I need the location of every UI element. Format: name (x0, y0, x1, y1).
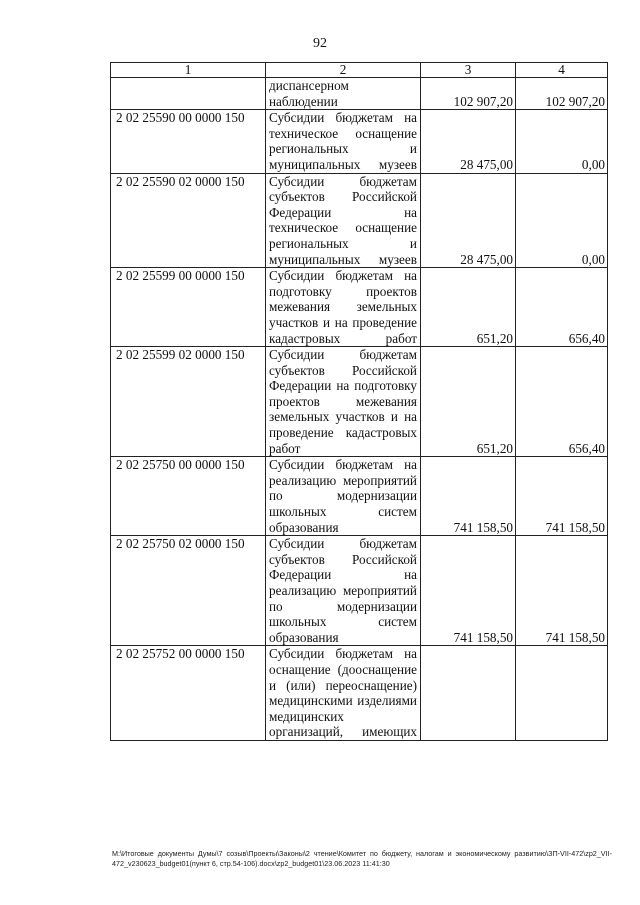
row-value-col3: 102 907,20 (421, 78, 516, 110)
row-name: Субсидии бюджетам субъектов Российской Федерации на подготовку проектов межевания земельных участков и на проведение кадастровых работ (266, 347, 421, 457)
header-col-1: 1 (111, 63, 266, 78)
row-code (111, 78, 266, 110)
row-value-col4 (516, 646, 608, 741)
header-col-3: 3 (421, 63, 516, 78)
row-value-col4: 102 907,20 (516, 78, 608, 110)
table-row (111, 347, 608, 457)
header-col-4: 4 (516, 63, 608, 78)
row-name: Субсидии бюджетам на подготовку проектов межевания земельных участков и на проведение кадастровых работ (266, 268, 421, 347)
row-value-col4: 741 158,50 (516, 536, 608, 646)
table-row (111, 78, 608, 110)
row-name: Субсидии бюджетам субъектов Российской Федерации на реализацию мероприятий по модернизации школьных систем образования (266, 536, 421, 646)
row-value-col4: 656,40 (516, 268, 608, 347)
row-name: Субсидии бюджетам на реализацию мероприятий по модернизации школьных систем образования (266, 457, 421, 536)
row-value-col3: 651,20 (421, 268, 516, 347)
row-value-col3: 741 158,50 (421, 536, 516, 646)
row-value-col3: 741 158,50 (421, 457, 516, 536)
row-code: 2 02 25599 02 0000 150 (111, 347, 266, 457)
document-path-footer: M:\Итоговые документы Думы\7 созыв\Проекты\Законы\2 чтение\Комитет по бюджету, налогам и экономическому развитию\ЗП-VII-472\zp2_VII-472_v230623_budget01(пункт 6, стр.54-106).docx\zp2_budget01\23.06.2023 11:41:30 (112, 849, 612, 868)
row-code: 2 02 25590 00 0000 150 (111, 110, 266, 173)
row-value-col4: 0,00 (516, 110, 608, 173)
row-code: 2 02 25750 00 0000 150 (111, 457, 266, 536)
page-number: 92 (313, 36, 327, 51)
row-code: 2 02 25752 00 0000 150 (111, 646, 266, 741)
table-row (111, 646, 608, 741)
table-header-row (111, 63, 608, 78)
table-row (111, 110, 608, 173)
row-value-col4: 0,00 (516, 173, 608, 268)
row-code: 2 02 25590 02 0000 150 (111, 173, 266, 268)
row-value-col3 (421, 646, 516, 741)
row-value-col4: 656,40 (516, 347, 608, 457)
row-name: Субсидии бюджетам на оснащение (дооснащение и (или) переоснащение) медицинскими изделиями медицинских организаций, имеющих (266, 646, 421, 741)
table-row (111, 536, 608, 646)
row-value-col3: 28 475,00 (421, 173, 516, 268)
budget-table (110, 62, 608, 741)
row-name: диспансерном наблюдении (266, 78, 421, 110)
row-name: Субсидии бюджетам на техническое оснащение региональных и муниципальных музеев (266, 110, 421, 173)
table-row (111, 173, 608, 268)
row-value-col3: 651,20 (421, 347, 516, 457)
row-value-col4: 741 158,50 (516, 457, 608, 536)
row-name: Субсидии бюджетам субъектов Российской Федерации на техническое оснащение региональных и муниципальных музеев (266, 173, 421, 268)
table-row (111, 268, 608, 347)
table-row (111, 457, 608, 536)
row-code: 2 02 25750 02 0000 150 (111, 536, 266, 646)
row-value-col3: 28 475,00 (421, 110, 516, 173)
header-col-2: 2 (266, 63, 421, 78)
row-code: 2 02 25599 00 0000 150 (111, 268, 266, 347)
